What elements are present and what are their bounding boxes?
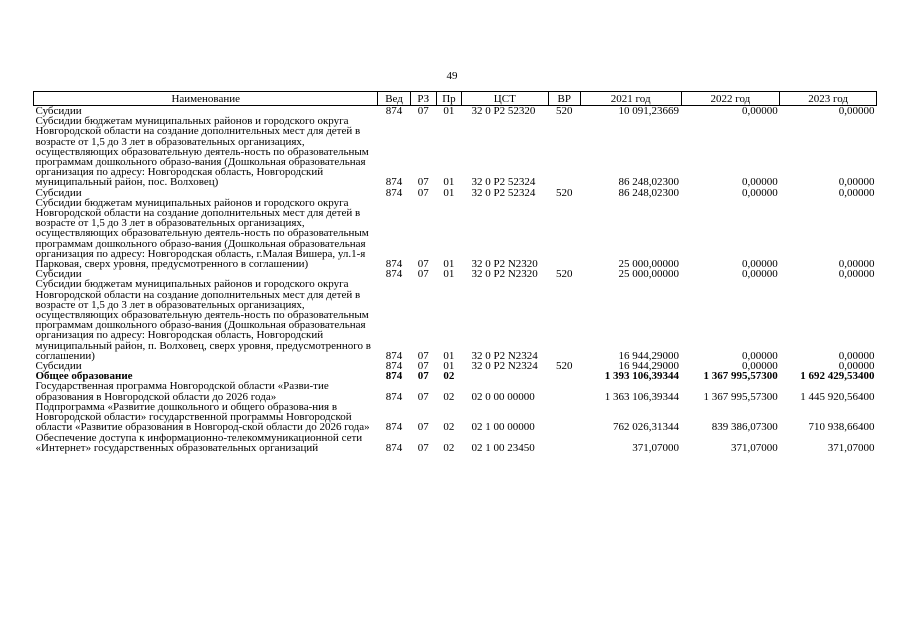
cell-pr: 02: [443, 421, 455, 434]
cell-2021: 10 091,23669: [618, 105, 680, 117]
cell-cst: 32 0 P2 52324: [471, 176, 536, 189]
cell-vr: [548, 279, 580, 361]
cell-cst: [462, 371, 549, 381]
cell-2023: 0,00000: [838, 105, 875, 117]
cell-2021: 25 000,00000: [618, 268, 680, 281]
cell-vr: [548, 381, 580, 401]
cell-pr: 02: [443, 390, 455, 403]
cell-name: Обеспечение доступа к информационно-телекоммуникационной сети «Интернет» государственных образовательных организаций: [35, 431, 363, 454]
cell-2022: 0,00000: [741, 186, 778, 199]
cell-pr: 01: [443, 360, 455, 373]
cell-cst: 02 0 00 00000: [471, 390, 535, 403]
cell-cst: 32 0 P2 N2324: [471, 360, 538, 373]
cell-cst: 32 0 P2 52324: [471, 186, 536, 199]
cell-2021: 16 944,29000: [618, 349, 680, 362]
cell-2022: 839 386,07300: [711, 421, 778, 434]
cell-cst: 32 0 P2 N2324: [471, 349, 538, 362]
cell-2021: 25 000,00000: [618, 258, 680, 271]
cell-rz: 07: [417, 360, 429, 373]
cell-cst: 02 1 00 00000: [471, 421, 535, 434]
cell-rz: 07: [417, 105, 429, 117]
cell-2023: 710 938,66400: [808, 421, 875, 434]
cell-pr: 01: [443, 105, 455, 117]
cell-pr: 02: [443, 370, 455, 383]
header-cst: ЦСТ: [462, 92, 549, 106]
cell-2021: 86 248,02300: [618, 176, 680, 189]
table-row: [34, 198, 877, 269]
cell-name: Общее образование: [35, 370, 133, 383]
cell-2021: 371,07000: [632, 441, 680, 454]
cell-2021: 16 944,29000: [618, 360, 680, 373]
cell-2022: 1 367 995,57300: [703, 370, 778, 383]
cell-rz: 07: [417, 268, 429, 281]
cell-vr: [548, 402, 580, 433]
cell-vr: [548, 116, 580, 187]
cell-vr: [548, 198, 580, 269]
cell-rz: 07: [417, 421, 429, 434]
cell-2023: 0,00000: [838, 349, 875, 362]
cell-ved: 874: [385, 268, 403, 281]
cell-name: Подпрограмма «Развитие дошкольного и общего образова-ния в Новгородской области» государственной программы Новгородской области «Развитие образования в Новгород-ской области до 2026 года»: [35, 400, 370, 434]
cell-2021: 86 248,02300: [618, 186, 680, 199]
cell-2021: 1 363 106,39344: [604, 390, 680, 403]
cell-2021: 762 026,31344: [613, 421, 680, 434]
table-row: [34, 116, 877, 187]
header-pr: Пр: [436, 92, 461, 106]
cell-name: Субсидии бюджетам муниципальных районов и городского округа Новгородской области на создание дополнительных мест для детей в возрасте от 1,5 до 3 лет в образовательных организациях, осуществляющих образовательную деятель-ность по образовательным программам дошкольного образо-вания (Дошкольная образовательная организация по адресу: Новгородская область, Новгородский муниципальный район, п. Волховец, сверх уровня, предусмотренного в соглашении): [35, 278, 371, 362]
cell-pr: 01: [443, 349, 455, 362]
header-2023: 2023 год: [780, 92, 877, 106]
table-row: [34, 402, 877, 433]
cell-2022: 0,00000: [741, 105, 778, 117]
cell-vr: [548, 371, 580, 381]
cell-vr: 520: [555, 268, 573, 281]
cell-2023: 371,07000: [827, 441, 875, 454]
header-2022: 2022 год: [681, 92, 780, 106]
cell-pr: 01: [443, 176, 455, 189]
cell-name: Государственная программа Новгородской области «Разви-тие образования в Новгородской области до 2026 года»: [35, 380, 329, 403]
cell-rz: 07: [417, 258, 429, 271]
cell-2022: 0,00000: [741, 360, 778, 373]
cell-name: Субсидии: [35, 105, 82, 117]
cell-pr: 02: [443, 441, 455, 454]
header-2021: 2021 год: [580, 92, 681, 106]
table-header-row: [34, 92, 877, 106]
cell-rz: 07: [417, 349, 429, 362]
cell-name: Субсидии: [35, 186, 82, 199]
cell-rz: 07: [417, 390, 429, 403]
cell-2023: 1 692 429,53400: [800, 370, 875, 383]
cell-vr: [548, 433, 580, 453]
cell-ved: 874: [385, 390, 403, 403]
cell-cst: 32 0 P2 N2320: [471, 258, 538, 271]
header-name: Наименование: [34, 92, 378, 106]
cell-cst: 32 0 P2 N2320: [471, 268, 538, 281]
cell-ved: 874: [385, 349, 403, 362]
budget-table: [33, 91, 877, 453]
cell-rz: 07: [417, 441, 429, 454]
page-number: 49: [446, 70, 458, 82]
cell-ved: 874: [385, 105, 403, 117]
cell-2022: 0,00000: [741, 176, 778, 189]
cell-2023: 0,00000: [838, 258, 875, 271]
cell-ved: 874: [385, 176, 403, 189]
cell-pr: 01: [443, 258, 455, 271]
cell-ved: 874: [385, 441, 403, 454]
cell-pr: 01: [443, 186, 455, 199]
cell-ved: 874: [385, 421, 403, 434]
cell-2023: 0,00000: [838, 360, 875, 373]
cell-ved: 874: [385, 370, 403, 383]
cell-rz: 07: [417, 370, 429, 383]
cell-ved: 874: [385, 186, 403, 199]
cell-rz: 07: [417, 176, 429, 189]
cell-name: Субсидии: [35, 360, 82, 373]
cell-cst: 32 0 P2 52320: [471, 105, 536, 117]
cell-2023: 0,00000: [838, 268, 875, 281]
cell-name: Субсидии бюджетам муниципальных районов и городского округа Новгородской области на создание дополнительных мест для детей в возрасте от 1,5 до 3 лет в образовательных организациях, осуществляющих образовательную деятель-ность по образовательным программам дошкольного образо-вания (Дошкольная образовательная организация по адресу: Новгородская область, Новгородский муниципальный район, пос. Волховец): [35, 115, 369, 189]
cell-2023: 0,00000: [838, 176, 875, 189]
cell-ved: 874: [385, 258, 403, 271]
table-row: [34, 279, 877, 361]
table-row: [34, 433, 877, 453]
cell-vr: 520: [555, 105, 573, 117]
cell-2023: 1 445 920,56400: [800, 390, 875, 403]
cell-name: Субсидии: [35, 268, 82, 281]
cell-2021: 1 393 106,39344: [604, 370, 680, 383]
table-body: [34, 106, 877, 453]
table-row: [34, 381, 877, 401]
cell-cst: 02 1 00 23450: [471, 441, 535, 454]
cell-vr: 520: [555, 360, 573, 373]
cell-2023: 0,00000: [838, 186, 875, 199]
cell-rz: 07: [417, 186, 429, 199]
header-rz: РЗ: [410, 92, 436, 106]
header-ved: Вед: [378, 92, 410, 106]
cell-pr: 01: [443, 268, 455, 281]
cell-2022: 0,00000: [741, 268, 778, 281]
cell-vr: 520: [555, 186, 573, 199]
cell-2022: 371,07000: [730, 441, 778, 454]
cell-name: Субсидии бюджетам муниципальных районов и городского округа Новгородской области на создание дополнительных мест для детей в возрасте от 1,5 до 3 лет в образовательных организациях, осуществляющих образовательную деятель-ность по образовательным программам дошкольного образо-вания (Дошкольная образовательная организация по адресу: Новгородская область, г.Малая Вишера, ул.1-я Парковая, сверх уровня, предусмотренного в соглашении): [35, 196, 369, 271]
cell-2022: 0,00000: [741, 349, 778, 362]
cell-2022: 0,00000: [741, 258, 778, 271]
header-vr: ВР: [548, 92, 580, 106]
cell-2022: 1 367 995,57300: [703, 390, 778, 403]
cell-ved: 874: [385, 360, 403, 373]
